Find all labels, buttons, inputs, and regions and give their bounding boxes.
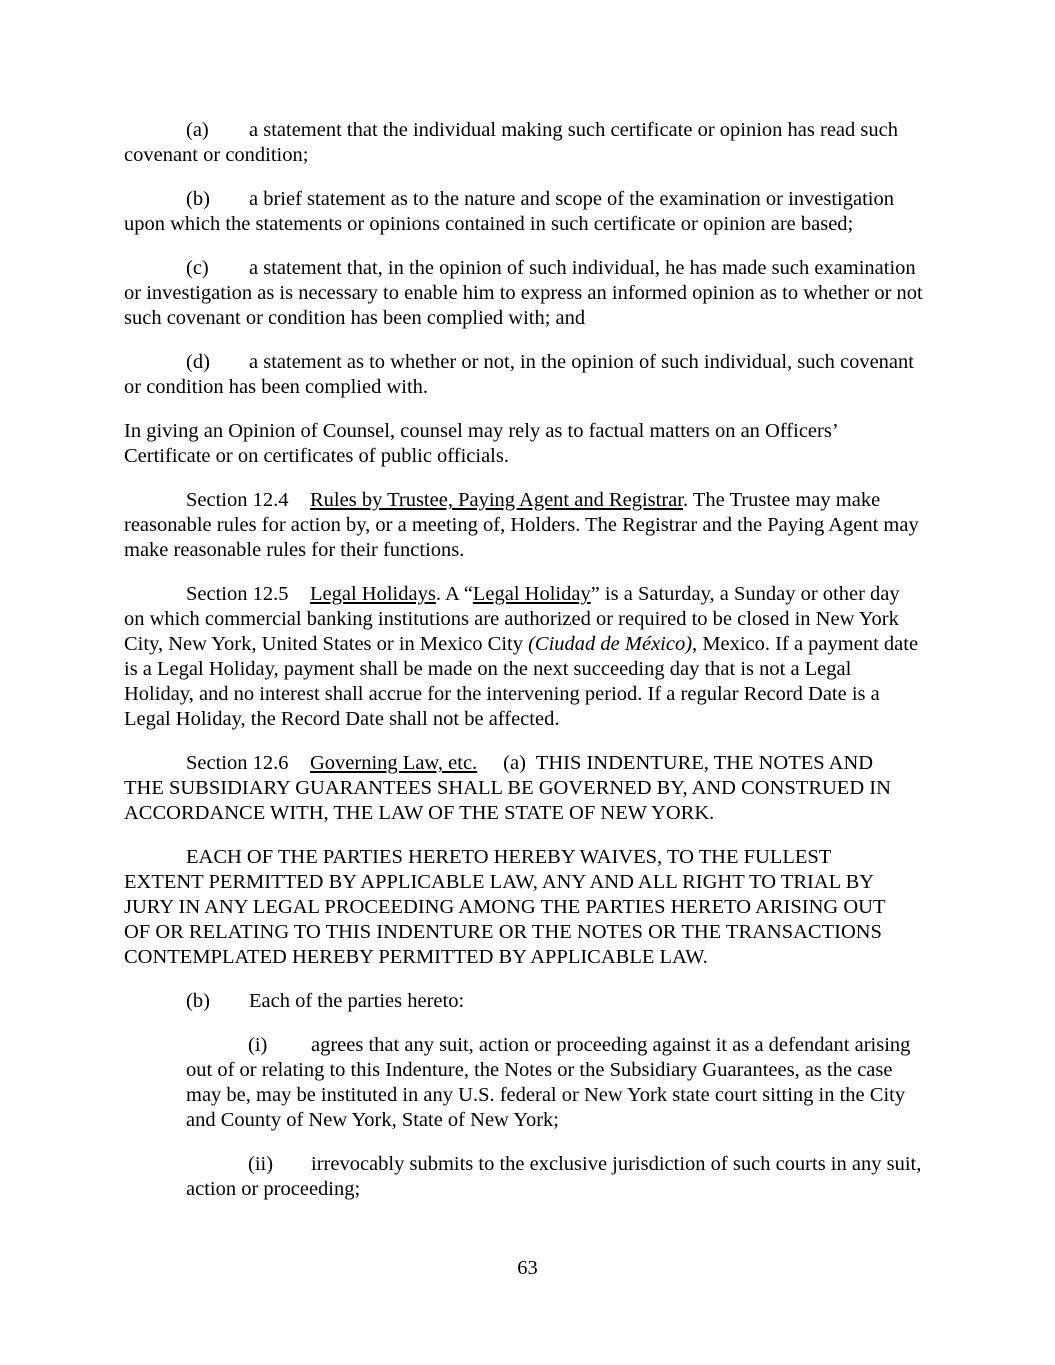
text-run: a statement as to whether or not, in the opinion of such individual, such covenant (249, 351, 914, 373)
text-line (124, 350, 931, 375)
text-run: such covenant or condition has been complied with; and (124, 307, 586, 329)
text-line (124, 632, 931, 657)
text-line (124, 582, 931, 607)
document-content (124, 118, 931, 1221)
text-run: or condition has been complied with. (124, 376, 429, 398)
text-line (124, 118, 931, 143)
text-run: In giving an Opinion of Counsel, counsel may rely as to factual matters on an Officers’ (124, 420, 839, 442)
text-run: covenant or condition; (124, 144, 309, 166)
list-label: (c) (186, 257, 209, 279)
text-line (124, 707, 931, 732)
underlined-text: Governing Law, etc. (310, 752, 478, 774)
text-line (124, 444, 931, 469)
clause-b-parties (124, 989, 931, 1014)
text-run: upon which the statements or opinions contained in such certificate or opinion are based; (124, 213, 854, 235)
text-run: or investigation as is necessary to enable him to express an informed opinion as to whether or not (124, 282, 923, 304)
paragraph-jury-waiver (124, 845, 931, 970)
underlined-text: Rules by Trustee, Paying Agent and Registrar (310, 489, 683, 511)
section-label: Section 12.4 (186, 489, 289, 511)
text-line (186, 1033, 931, 1058)
section-12-5 (124, 582, 931, 732)
text-run: Holiday, and no interest shall accrue for the intervening period. If a regular Record Date is a (124, 683, 880, 705)
clause-i (186, 1033, 931, 1133)
text-line (124, 538, 931, 563)
text-line (124, 845, 931, 870)
text-run: agrees that any suit, action or proceeding against it as a defendant arising (311, 1034, 911, 1056)
text-line (124, 143, 931, 168)
text-line (124, 513, 931, 538)
clause-b (124, 187, 931, 237)
list-label: (b) (186, 990, 210, 1012)
text-line (124, 801, 931, 826)
text-line (124, 607, 931, 632)
clause-ii (186, 1152, 931, 1202)
text-line (124, 657, 931, 682)
text-run: CONTEMPLATED HEREBY PERMITTED BY APPLICABLE LAW. (124, 946, 708, 968)
text-line (124, 306, 931, 331)
text-run: and County of New York, State of New York; (186, 1109, 559, 1131)
section-12-4 (124, 488, 931, 563)
text-run: City, New York, United States or in Mexico City (124, 633, 529, 655)
clause-a (124, 118, 931, 168)
section-12-6 (124, 751, 931, 826)
text-line (124, 776, 931, 801)
text-run: ACCORDANCE WITH, THE LAW OF THE STATE OF NEW YORK. (124, 802, 715, 824)
text-line (124, 751, 931, 776)
text-line (124, 187, 931, 212)
list-label: (ii) (248, 1153, 274, 1175)
text-run: out of or relating to this Indenture, the Notes or the Subsidiary Guarantees, as the case (186, 1059, 893, 1081)
text-run: ” is a Saturday, a Sunday or other day (590, 583, 900, 605)
text-run: is a Legal Holiday, payment shall be made on the next succeeding day that is not a Legal (124, 658, 852, 680)
text-run: on which commercial banking institutions are authorized or required to be closed in New York (124, 608, 899, 630)
text-run: (a) THIS INDENTURE, THE NOTES AND (503, 752, 874, 774)
text-run: Each of the parties hereto: (249, 990, 465, 1012)
text-line (124, 256, 931, 281)
text-run: Certificate or on certificates of public officials. (124, 445, 509, 467)
text-run: Mexico. If a payment date (697, 633, 919, 655)
text-line (124, 920, 931, 945)
section-label: Section 12.5 (186, 583, 289, 605)
text-line (186, 1108, 931, 1133)
page-number: 63 (517, 1257, 538, 1279)
text-line (124, 989, 931, 1014)
text-run: a brief statement as to the nature and scope of the examination or investigation (249, 188, 894, 210)
text-line (186, 1177, 931, 1202)
text-line (124, 945, 931, 970)
list-label: (i) (248, 1034, 268, 1056)
clause-d (124, 350, 931, 400)
text-run: may be, may be instituted in any U.S. federal or New York state court sitting in the City (186, 1084, 906, 1106)
text-line (124, 895, 931, 920)
text-run: THE SUBSIDIARY GUARANTEES SHALL BE GOVERNED BY, AND CONSTRUED IN (124, 777, 891, 799)
text-run: OF OR RELATING TO THIS INDENTURE OR THE NOTES OR THE TRANSACTIONS (124, 921, 882, 943)
text-line (124, 375, 931, 400)
text-run: a statement that the individual making such certificate or opinion has read such (249, 119, 898, 141)
text-run: action or proceeding; (186, 1178, 361, 1200)
text-line (124, 488, 931, 513)
italic-text: (Ciudad de México), (528, 633, 698, 655)
text-line (124, 870, 931, 895)
paragraph-opinion-of-counsel (124, 419, 931, 469)
underlined-text: Legal Holiday (472, 583, 591, 605)
text-line (186, 1083, 931, 1108)
text-run: EXTENT PERMITTED BY APPLICABLE LAW, ANY AND ALL RIGHT TO TRIAL BY (124, 871, 875, 893)
text-run: JURY IN ANY LEGAL PROCEEDING AMONG THE PARTIES HERETO ARISING OUT (124, 896, 886, 918)
underlined-text: Legal Holidays (310, 583, 436, 605)
text-line (186, 1058, 931, 1083)
section-label: Section 12.6 (186, 752, 289, 774)
text-run: a statement that, in the opinion of such individual, he has made such examination (249, 257, 916, 279)
list-label: (b) (186, 188, 210, 210)
text-run: EACH OF THE PARTIES HERETO HEREBY WAIVES, TO THE FULLEST (186, 846, 832, 868)
text-run: . A “ (435, 583, 473, 605)
clause-c (124, 256, 931, 331)
text-line (124, 281, 931, 306)
text-run: irrevocably submits to the exclusive jurisdiction of such courts in any suit, (311, 1153, 922, 1175)
text-line (124, 682, 931, 707)
text-run: reasonable rules for action by, or a meeting of, Holders. The Registrar and the Paying Agent may (124, 514, 919, 536)
text-line (186, 1152, 931, 1177)
list-label: (a) (186, 119, 209, 141)
list-label: (d) (186, 351, 210, 373)
text-run: . The Trustee may make (682, 489, 881, 511)
text-line (124, 212, 931, 237)
text-run: make reasonable rules for their functions. (124, 539, 465, 561)
text-run: Legal Holiday, the Record Date shall not be affected. (124, 708, 560, 730)
text-line (124, 419, 931, 444)
